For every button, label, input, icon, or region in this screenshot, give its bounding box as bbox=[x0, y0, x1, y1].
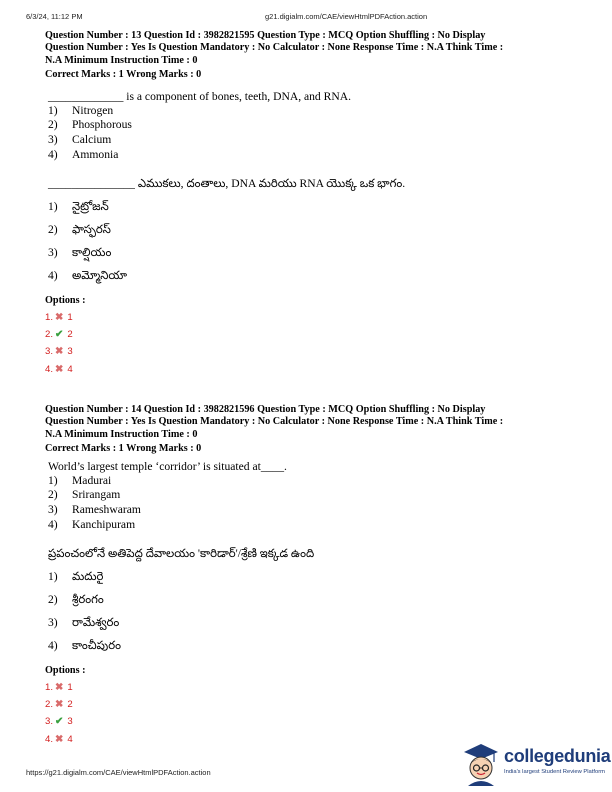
option-item bbox=[48, 503, 585, 518]
option-text: Srirangam bbox=[72, 488, 121, 502]
option-number: 1) bbox=[48, 103, 58, 117]
option-number: 3) bbox=[48, 615, 58, 629]
option-text: Madurai bbox=[72, 473, 112, 487]
option-text: అమ్మోనియా bbox=[72, 268, 127, 282]
answer-key bbox=[45, 679, 585, 748]
option-number: 2) bbox=[48, 118, 58, 132]
option-number: 2) bbox=[48, 222, 58, 236]
options-label: Options : bbox=[45, 664, 86, 676]
option-number: 4) bbox=[48, 518, 58, 532]
option-item bbox=[48, 118, 585, 133]
answer-row bbox=[45, 309, 585, 326]
option-number: 4) bbox=[48, 148, 58, 162]
option-text: కాల్షియం bbox=[72, 245, 112, 259]
option-text: Calcium bbox=[72, 133, 112, 147]
question-meta-line3: N.A Minimum Instruction Time : 0 bbox=[45, 54, 198, 66]
check-icon: ✔ bbox=[55, 329, 64, 341]
option-text: నైట్రోజన్ bbox=[72, 199, 109, 213]
answer-index: 2. bbox=[45, 699, 54, 711]
logo-tagline: India's largest Student Review Platform bbox=[504, 769, 605, 775]
option-number: 2) bbox=[48, 592, 58, 606]
answer-index: 4. bbox=[45, 733, 54, 745]
question-meta-line1: Question Number : 14 Question Id : 3982821596 Question Type : MCQ Option Shuffling : No Display bbox=[45, 404, 486, 415]
option-text: Kanchipuram bbox=[72, 518, 136, 532]
answer-value: 3 bbox=[67, 716, 73, 728]
answer-value: 2 bbox=[67, 329, 73, 341]
logo-name: collegedunia bbox=[504, 746, 611, 766]
option-text: Rameshwaram bbox=[72, 503, 141, 517]
options-label: Options : bbox=[45, 294, 86, 306]
option-text: Phosphorous bbox=[72, 118, 132, 132]
options-list-en bbox=[45, 104, 585, 163]
answer-index: 3. bbox=[45, 346, 54, 358]
answer-row-correct bbox=[45, 713, 585, 730]
question-meta-line2: Question Number : Yes Is Question Mandatory : No Calculator : None Response Time : N.A Think Time : bbox=[45, 416, 504, 428]
answer-key bbox=[45, 309, 585, 378]
option-item bbox=[48, 588, 585, 611]
option-number: 3) bbox=[48, 133, 58, 147]
footer-url: https://g21.digialm.com/CAE/viewHtmlPDFAction.action bbox=[26, 768, 211, 777]
option-item bbox=[48, 218, 585, 241]
options-list-te bbox=[45, 565, 585, 657]
option-number: 4) bbox=[48, 268, 58, 282]
print-url: g21.digialm.com/CAE/viewHtmlPDFAction.action bbox=[265, 12, 428, 21]
option-item bbox=[48, 488, 585, 503]
answer-index: 2. bbox=[45, 329, 54, 341]
answer-index: 3. bbox=[45, 716, 54, 728]
option-item bbox=[48, 634, 585, 657]
question-meta-line2: Question Number : Yes Is Question Mandatory : No Calculator : None Response Time : N.A Think Time : bbox=[45, 42, 504, 54]
option-item bbox=[48, 611, 585, 634]
answer-row bbox=[45, 679, 585, 696]
options-list-en bbox=[45, 474, 585, 533]
option-number: 1) bbox=[48, 569, 58, 583]
option-text: రామేశ్వరం bbox=[72, 615, 120, 629]
option-text: కాంచీపురం bbox=[72, 638, 122, 652]
answer-value: 1 bbox=[67, 681, 73, 693]
option-item bbox=[48, 518, 585, 533]
option-item bbox=[48, 241, 585, 264]
cross-icon: ✖ bbox=[55, 311, 64, 323]
answer-value: 1 bbox=[67, 311, 73, 323]
option-number: 1) bbox=[48, 473, 58, 487]
answer-value: 3 bbox=[67, 346, 73, 358]
cross-icon: ✖ bbox=[55, 363, 64, 375]
answer-index: 4. bbox=[45, 363, 54, 375]
option-item bbox=[48, 148, 585, 163]
cross-icon: ✖ bbox=[55, 733, 64, 745]
answer-row bbox=[45, 696, 585, 713]
question-meta-line3: N.A Minimum Instruction Time : 0 bbox=[45, 428, 198, 440]
question-text-en: _____________ is a component of bones, teeth, DNA, and RNA. bbox=[48, 89, 352, 103]
answer-row bbox=[45, 343, 585, 360]
cross-icon: ✖ bbox=[55, 699, 64, 711]
answer-row-correct bbox=[45, 326, 585, 343]
option-text: మదురై bbox=[72, 569, 104, 583]
question-block-14 bbox=[45, 404, 585, 748]
option-text: Nitrogen bbox=[72, 103, 114, 117]
option-item bbox=[48, 195, 585, 218]
option-item bbox=[48, 474, 585, 489]
question-meta-line1: Question Number : 13 Question Id : 3982821595 Question Type : MCQ Option Shuffling : No Display bbox=[45, 30, 486, 41]
collegedunia-logo bbox=[460, 742, 610, 786]
option-number: 4) bbox=[48, 638, 58, 652]
question-marks: Correct Marks : 1 Wrong Marks : 0 bbox=[45, 443, 202, 455]
options-list-te bbox=[45, 195, 585, 287]
option-text: ఫాస్ఫరస్ bbox=[72, 222, 111, 236]
print-datetime: 6/3/24, 11:12 PM bbox=[26, 12, 83, 21]
option-text: Ammonia bbox=[72, 148, 119, 162]
answer-row bbox=[45, 361, 585, 378]
question-text-te: ప్రపంచంలోనే అతిపెద్ద దేవాలయం 'కారిడార్'/శ్రేణి ఇక్కడ ఉంది bbox=[48, 546, 315, 560]
option-text: శ్రీరంగం bbox=[72, 592, 104, 606]
option-item bbox=[48, 133, 585, 148]
answer-index: 1. bbox=[45, 311, 54, 323]
option-number: 3) bbox=[48, 503, 58, 517]
option-number: 3) bbox=[48, 245, 58, 259]
question-text-te: _______________ ఎముకలు, దంతాలు, DNA మరియు RNA యొక్క ఒక భాగం. bbox=[48, 176, 406, 190]
answer-value: 4 bbox=[67, 733, 73, 745]
answer-value: 2 bbox=[67, 699, 73, 711]
question-marks: Correct Marks : 1 Wrong Marks : 0 bbox=[45, 69, 202, 81]
question-block-13 bbox=[45, 30, 585, 378]
answer-index: 1. bbox=[45, 681, 54, 693]
option-item bbox=[48, 264, 585, 287]
cross-icon: ✖ bbox=[55, 681, 64, 693]
check-icon: ✔ bbox=[55, 716, 64, 728]
option-item bbox=[48, 104, 585, 119]
option-number: 2) bbox=[48, 488, 58, 502]
cross-icon: ✖ bbox=[55, 346, 64, 358]
option-number: 1) bbox=[48, 199, 58, 213]
mascot-icon bbox=[460, 742, 502, 786]
option-item bbox=[48, 565, 585, 588]
answer-value: 4 bbox=[67, 363, 73, 375]
question-text-en: World’s largest temple ‘corridor’ is situated at____. bbox=[48, 459, 287, 473]
